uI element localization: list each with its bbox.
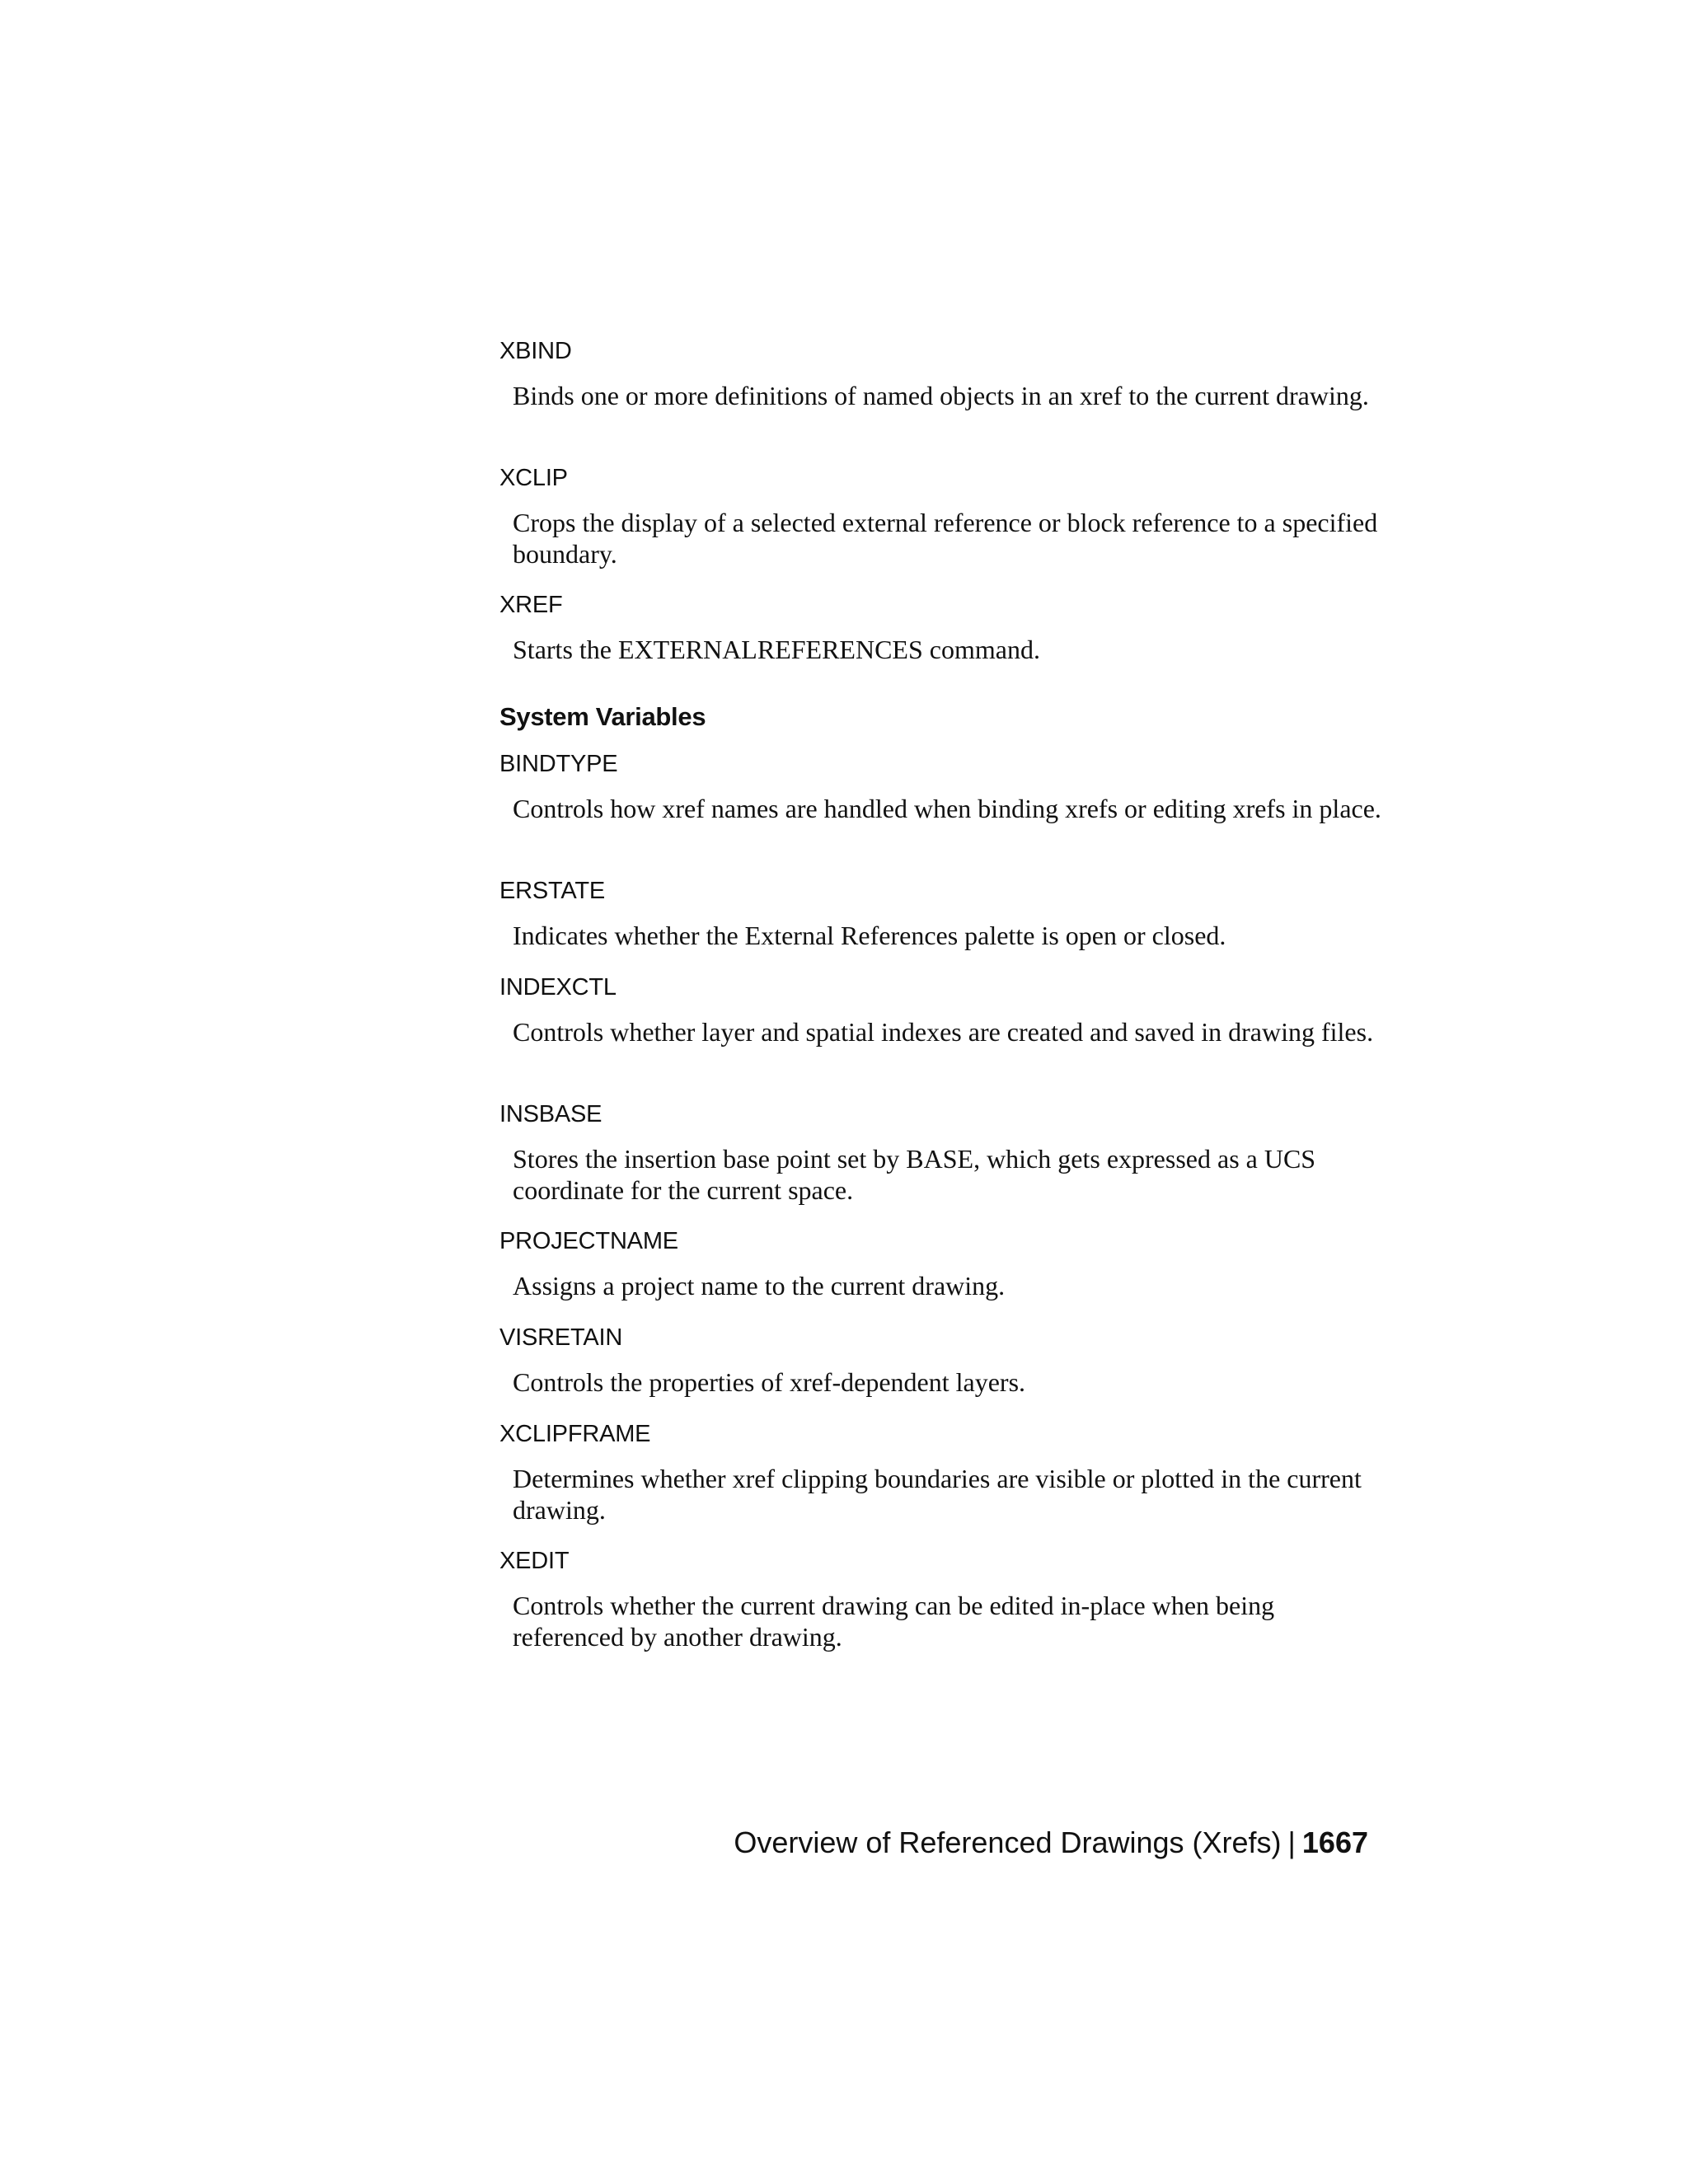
sysvar-description: Controls whether layer and spatial indexes are created and saved in drawing files. [513,1017,1374,1047]
page-footer [734,1825,1368,1861]
command-term: XREF [499,592,563,618]
sysvar-term: PROJECTNAME [499,1228,678,1254]
sysvar-description: Stores the insertion base point set by BASE, which gets expressed as a UCS coordinate for the current space. [513,1144,1316,1205]
sysvar-description: Assigns a project name to the current drawing. [513,1271,1006,1301]
sysvar-description: Indicates whether the External References palette is open or closed. [513,921,1226,950]
command-term: XCLIP [499,465,568,491]
sysvar-description: Controls how xref names are handled when binding xrefs or editing xrefs in place. [513,794,1381,823]
command-description: Crops the display of a selected external reference or block reference to a specified boundary. [513,508,1378,569]
sysvar-term: INSBASE [499,1101,603,1127]
sysvar-term: BINDTYPE [499,751,618,777]
command-list [499,336,1406,687]
sysvar-term: VISRETAIN [499,1324,623,1351]
sysvar-description: Determines whether xref clipping boundaries are visible or plotted in the current drawing. [513,1464,1362,1525]
page-content [499,336,1406,1673]
footer-separator: | [1287,1825,1296,1859]
command-description: Starts the EXTERNALREFERENCES command. [513,635,1040,664]
footer-title: Overview of Referenced Drawings (Xrefs) [734,1825,1282,1859]
system-variables-heading: System Variables [499,702,706,731]
sysvar-term: ERSTATE [499,878,606,904]
sysvar-term: XEDIT [499,1548,570,1574]
page-number: 1667 [1301,1825,1368,1859]
sysvar-term: INDEXCTL [499,974,617,1001]
section-spacer [499,687,1406,701]
sysvar-term: XCLIPFRAME [499,1421,651,1447]
sysvar-description: Controls the properties of xref-dependent layers. [513,1367,1026,1397]
command-description: Binds one or more definitions of named objects in an xref to the current drawing. [513,381,1369,410]
system-variable-list [499,749,1406,1673]
sysvar-description: Controls whether the current drawing can be edited in-place when being referenced by another drawing. [513,1591,1275,1652]
command-term: XBIND [499,338,572,364]
